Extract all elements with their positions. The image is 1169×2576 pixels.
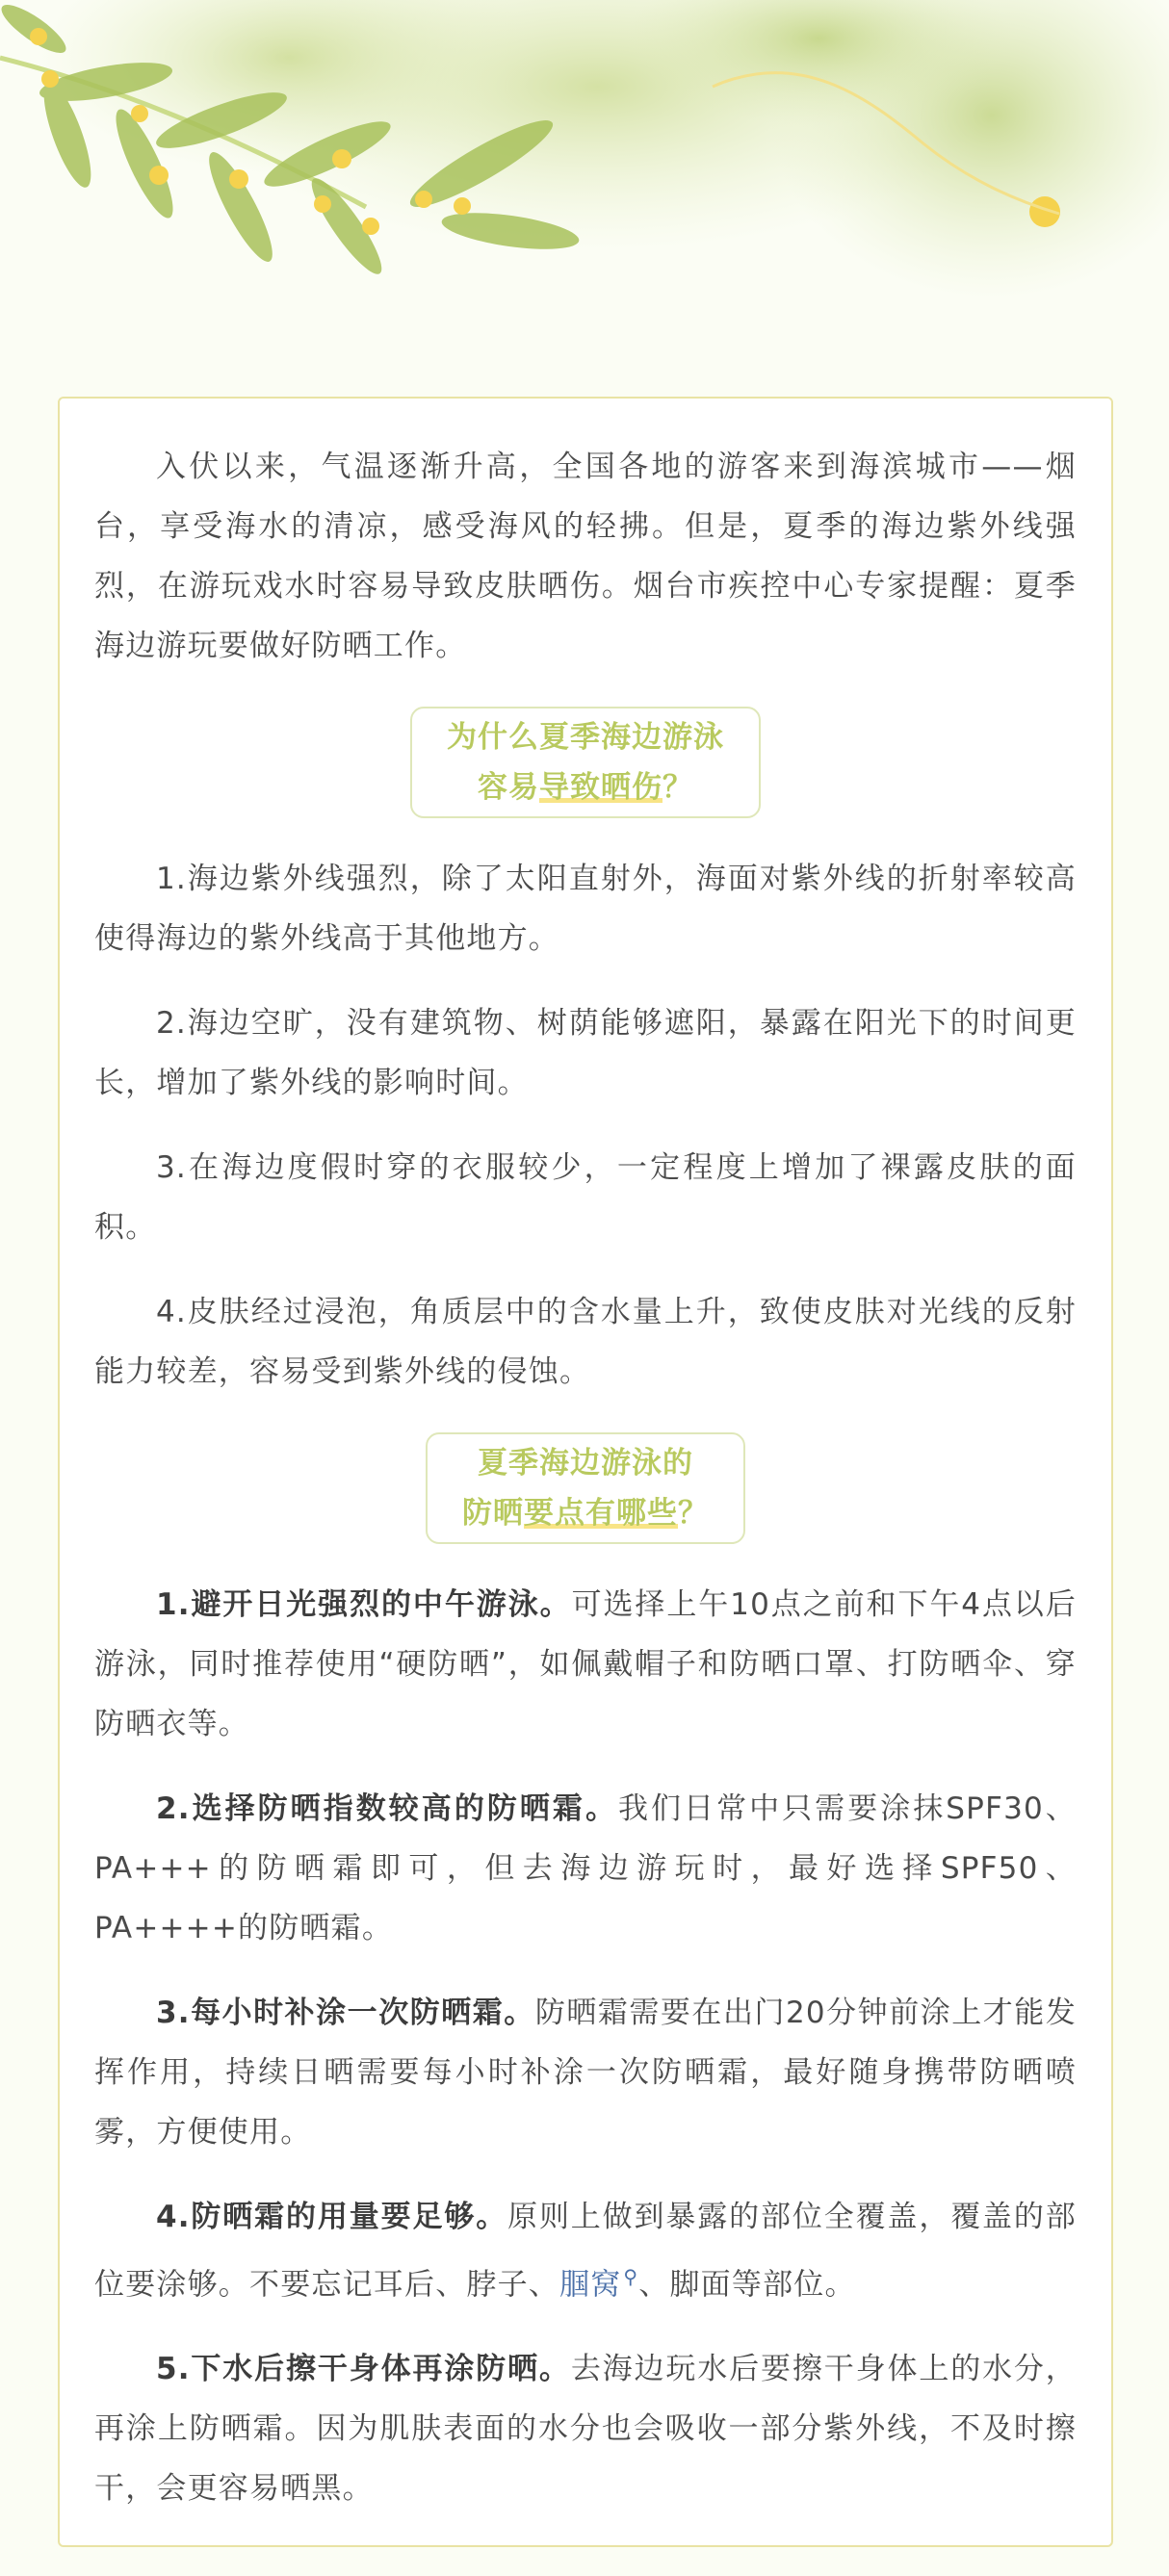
- section1-title-highlight: 导致晒伤: [539, 770, 662, 805]
- tip-4-text-after: 、脚面等部位。: [638, 2267, 856, 2303]
- article-card: [58, 397, 1113, 2547]
- section2-title-line2: 防晒: [462, 1496, 524, 1531]
- section2-title: [94, 1432, 1077, 1544]
- intro-paragraph: 入伏以来，气温逐渐升高，全国各地的游客来到海滨城市——烟台，享受海水的清凉，感受海风的轻拂。但是，夏季的海边紫外线强烈，在游玩戏水时容易导致皮肤晒伤。烟台市疾控中心专家提醒：夏季海边游玩要做好防晒工作。: [94, 450, 1077, 663]
- tip-1: [94, 1575, 1077, 1754]
- tip-5-heading: 5.下水后擦干身体再涂防晒。: [156, 2352, 571, 2387]
- tip-1-text: 可选择上午10点之前和下午4点以后游泳，同时推荐使用“硬防晒”，如佩戴帽子和防晒口罩、打防晒伞、穿防晒衣等。: [94, 1587, 1077, 1741]
- tip-4: [94, 2187, 1077, 2314]
- section2-title-mark: ？: [678, 1496, 709, 1531]
- tip-5-text: 去海边玩水后要擦干身体上的水分，再涂上防晒霜。因为肌肤表面的水分也会吸收一部分紫外线，不及时擦干，会更容易晒黑。: [94, 2352, 1077, 2507]
- reason-3: 3.在海边度假时穿的衣服较少，一定程度上增加了裸露皮肤的面积。: [94, 1150, 1077, 1245]
- tip-2-text: 我们日常中只需要涂抹SPF30、PA+++的防晒霜即可，但去海边游玩时，最好选择SPF50、PA++++的防晒霜。: [94, 1791, 1077, 1945]
- section1-title-line1: 为什么夏季海边游泳: [447, 720, 724, 755]
- search-icon[interactable]: ⚲: [623, 2265, 639, 2288]
- section2-title-line1: 夏季海边游泳的: [478, 1446, 693, 1481]
- section2-title-highlight: 要点有哪些: [524, 1496, 678, 1531]
- tip-5: [94, 2339, 1077, 2518]
- section1-title-box: [410, 707, 761, 818]
- section2-title-box: [426, 1432, 745, 1544]
- tip-4-text-before: 原则上做到暴露的部位全覆盖，覆盖的部位要涂够。不要忘记耳后、脖子、: [94, 2200, 1077, 2303]
- tip-4-heading: 4.防晒霜的用量要足够。: [156, 2200, 508, 2234]
- banner-illustration: [0, 0, 1169, 385]
- section1-title-line2: 容易: [478, 770, 539, 805]
- tip-2: [94, 1779, 1077, 1958]
- tip-1-heading: 1.避开日光强烈的中午游泳。: [156, 1587, 572, 1622]
- tip-3-text: 防晒霜需要在出门20分钟前涂上才能发挥作用，持续日晒需要每小时补涂一次防晒霜，最好随身携带防晒喷雾，方便使用。: [94, 1996, 1077, 2150]
- popliteal-link[interactable]: 腘窝: [559, 2267, 622, 2303]
- leaf-branch-illustration: [0, 0, 1169, 385]
- reason-1: 1.海边紫外线强烈，除了太阳直射外，海面对紫外线的折射率较高使得海边的紫外线高于其他地方。: [94, 862, 1077, 956]
- reason-4: 4.皮肤经过浸泡，角质层中的含水量上升，致使皮肤对光线的反射能力较差，容易受到紫外线的侵蚀。: [94, 1295, 1077, 1389]
- tip-3: [94, 1983, 1077, 2162]
- tip-3-heading: 3.每小时补涂一次防晒霜。: [156, 1996, 535, 2030]
- section1-title-mark: ？: [662, 770, 693, 805]
- tip-2-heading: 2.选择防晒指数较高的防晒霜。: [156, 1791, 618, 1826]
- section1-title: [94, 707, 1077, 818]
- reason-2: 2.海边空旷，没有建筑物、树荫能够遮阳，暴露在阳光下的时间更长，增加了紫外线的影响时间。: [94, 1006, 1077, 1100]
